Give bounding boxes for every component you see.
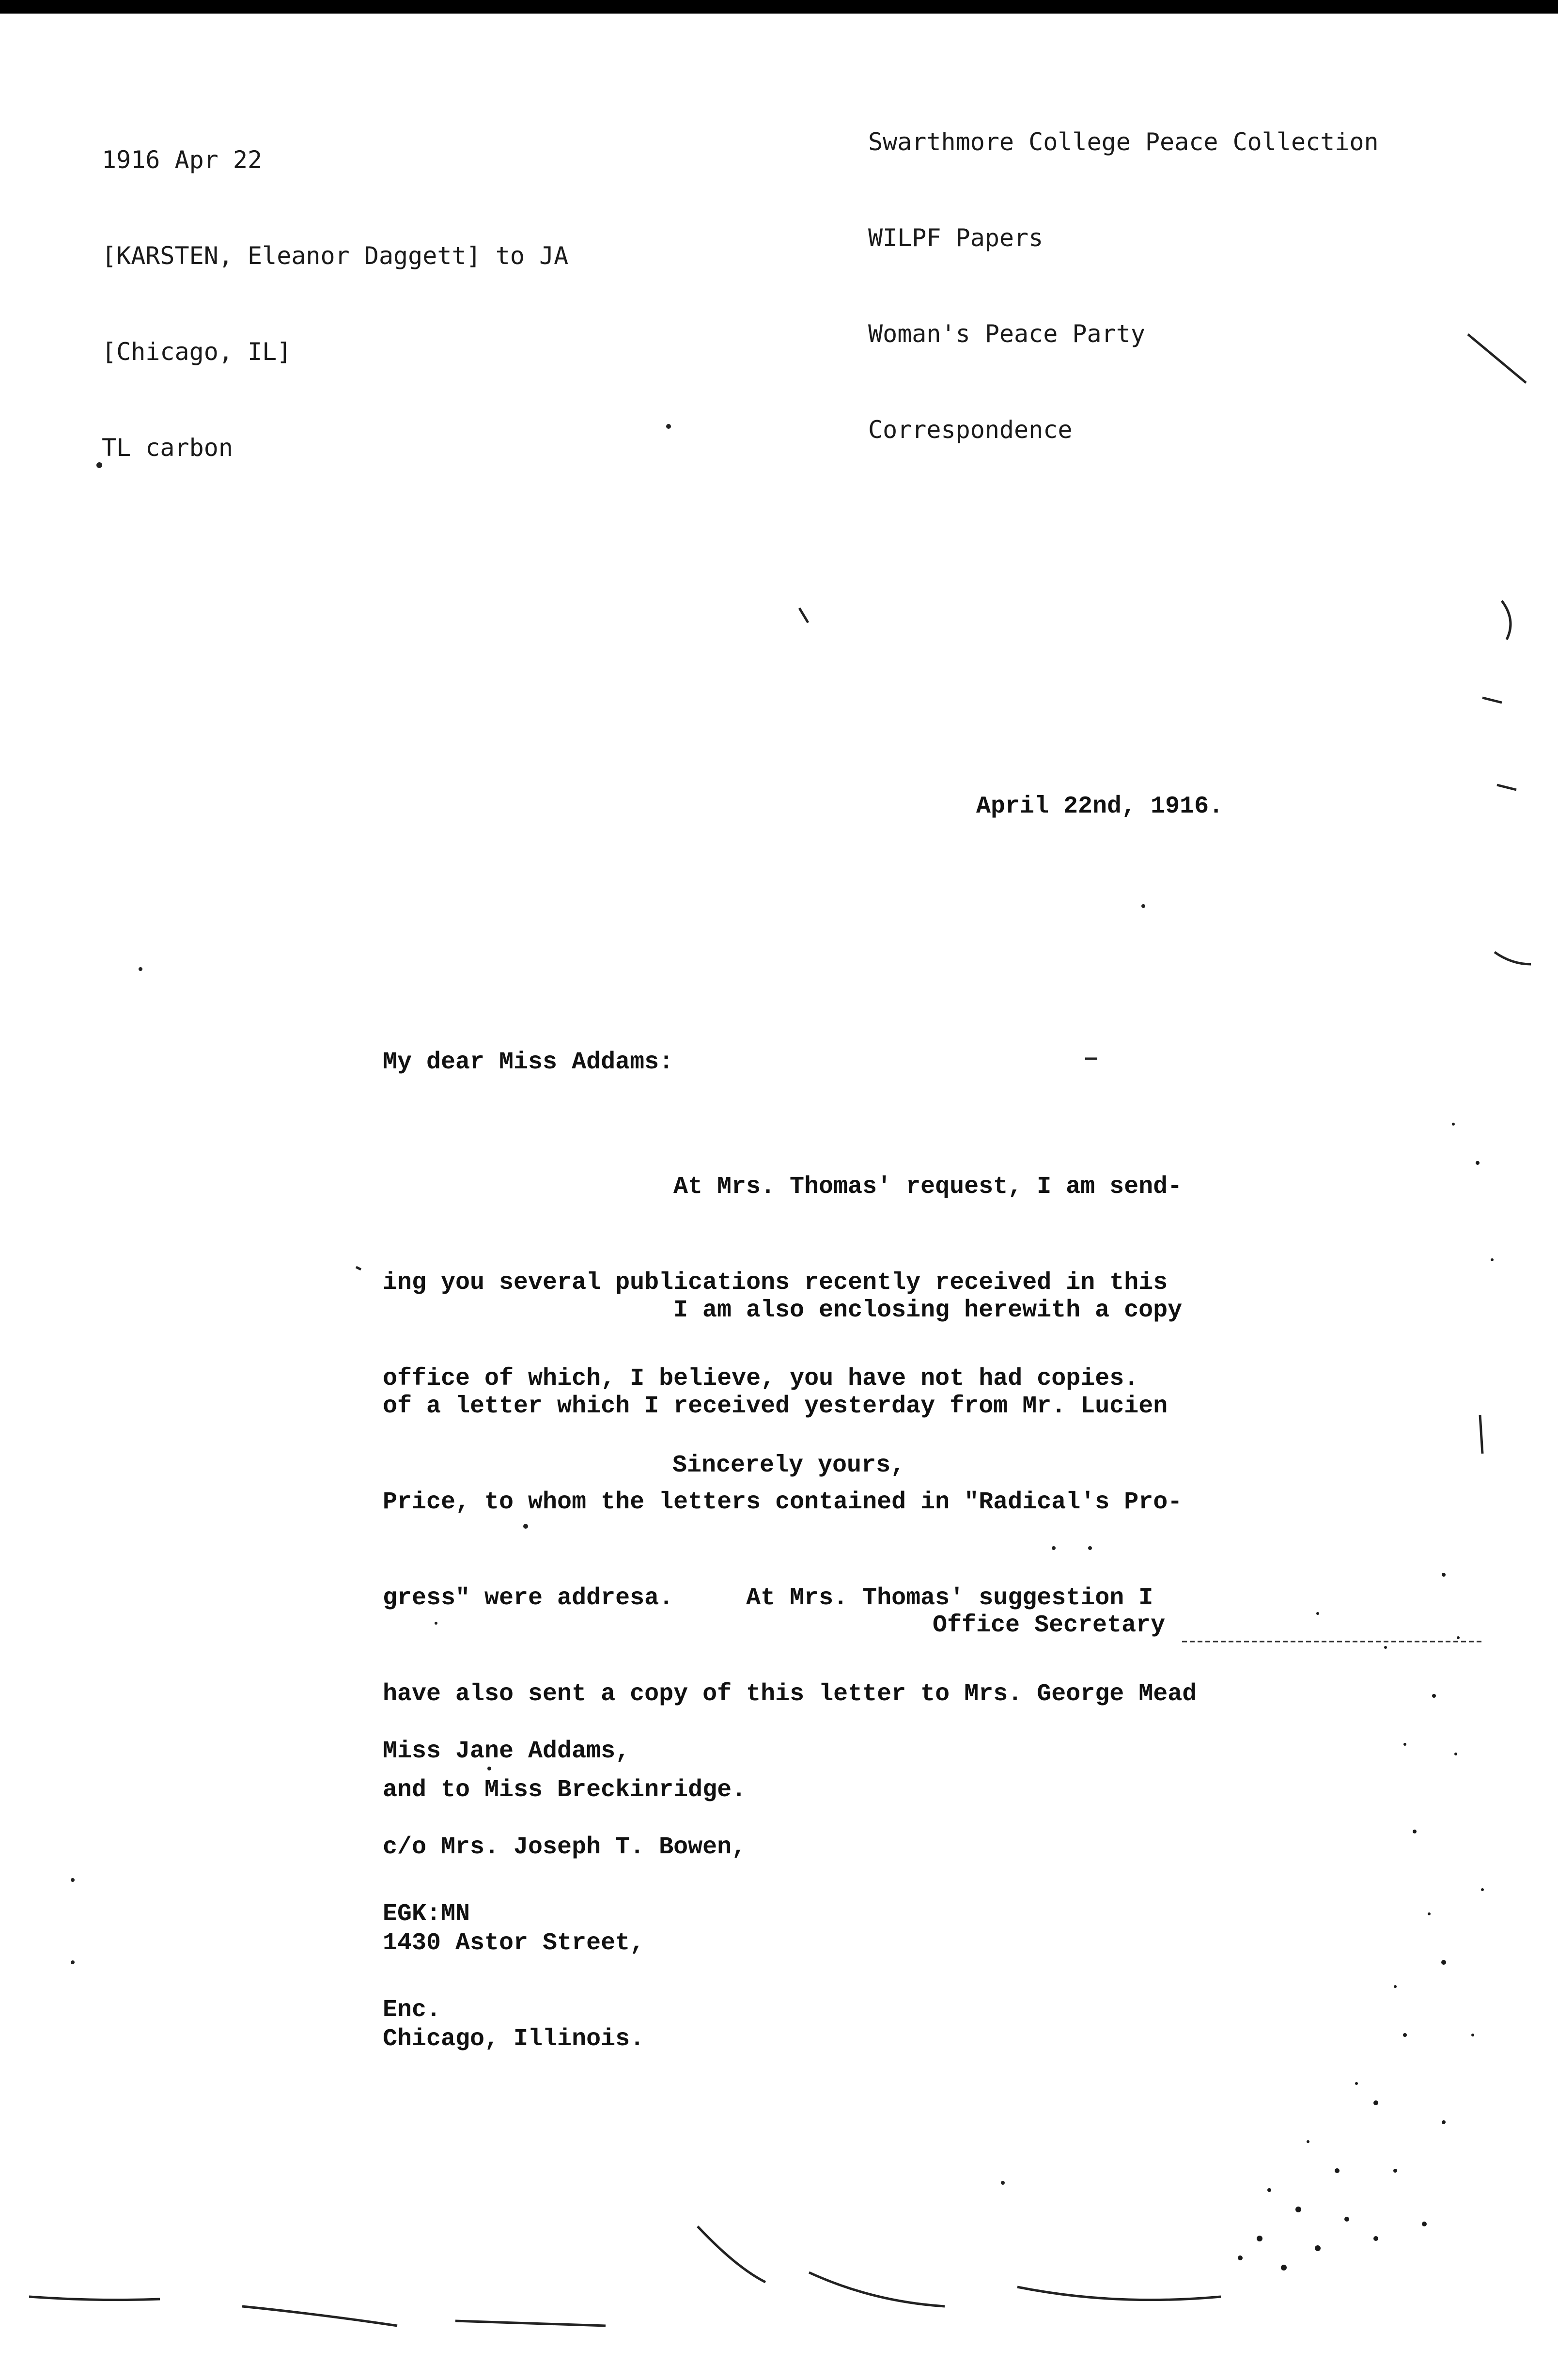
catalog-doc-type: TL carbon bbox=[102, 434, 233, 462]
enclosure-note: Enc. bbox=[383, 1996, 441, 2024]
catalog-date: 1916 Apr 22 bbox=[102, 146, 263, 174]
paragraph-line: ing you several publications recently received in this bbox=[383, 1269, 1168, 1297]
catalog-place: [Chicago, IL] bbox=[102, 338, 292, 366]
letter-salutation: My dear Miss Addams: bbox=[383, 1049, 674, 1076]
catalog-header-left bbox=[102, 80, 568, 528]
paragraph-line: I am also enclosing herewith a copy bbox=[673, 1297, 1183, 1324]
reference-initials bbox=[383, 1834, 470, 2090]
recipient-city: Chicago, Illinois. bbox=[383, 2025, 645, 2053]
collection-subseries: Correspondence bbox=[868, 416, 1073, 444]
letter-date: April 22nd, 1916. bbox=[976, 793, 1224, 820]
recipient-care-of: c/o Mrs. Joseph T. Bowen, bbox=[383, 1833, 747, 1861]
scan-top-border bbox=[0, 0, 1558, 14]
recipient-street: 1430 Astor Street, bbox=[383, 1929, 645, 1957]
paragraph-line: have also sent a copy of this letter to Mrs. George Mead bbox=[383, 1680, 1197, 1708]
collection-papers: WILPF Papers bbox=[868, 224, 1044, 252]
letter-closing: Sincerely yours, bbox=[672, 1452, 905, 1479]
paragraph-line: office of which, I believe, you have not had copies. bbox=[383, 1365, 1139, 1393]
collection-name: Swarthmore College Peace Collection bbox=[868, 128, 1379, 156]
paragraph-line: Price, to whom the letters contained in "Radical's Pro- bbox=[383, 1488, 1183, 1516]
recipient-name: Miss Jane Addams, bbox=[383, 1738, 630, 1765]
paragraph-line: gress" were addresa. At Mrs. Thomas' suggestion I bbox=[383, 1584, 1153, 1612]
paragraph-line: and to Miss Breckinridge. bbox=[383, 1776, 747, 1804]
letter-signature: Office Secretary bbox=[933, 1612, 1166, 1639]
paragraph-line: of a letter which I received yesterday from Mr. Lucien bbox=[383, 1393, 1168, 1420]
typist-initials: EGK:MN bbox=[383, 1900, 470, 1928]
collection-series: Woman's Peace Party bbox=[868, 320, 1145, 348]
catalog-header-right bbox=[868, 62, 1379, 510]
catalog-author-recipient: [KARSTEN, Eleanor Daggett] to JA bbox=[102, 242, 569, 270]
paragraph-line: At Mrs. Thomas' request, I am send- bbox=[673, 1173, 1183, 1201]
